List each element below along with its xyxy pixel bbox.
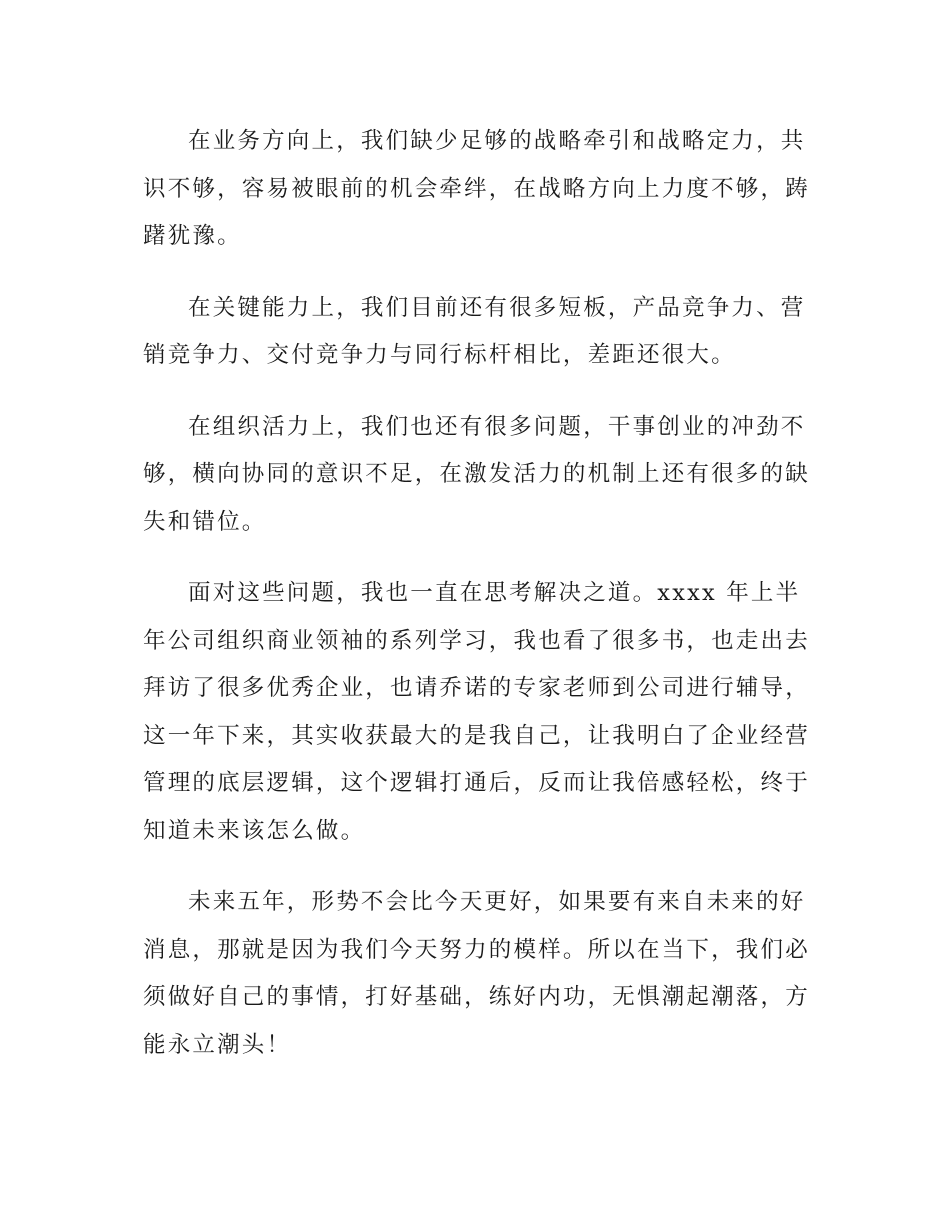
paragraph-line: 销竞争力、交付竞争力与同行标杆相比，差距还很大。 [143, 342, 736, 368]
paragraph-line: 未来五年，形势不会比今天更好，如果要有来自未来的好 [188, 889, 806, 915]
paragraph-line: 在关键能力上，我们目前还有很多短板，产品竞争力、营 [188, 294, 806, 321]
paragraph-organization [143, 404, 823, 547]
paragraph-line: 须做好自己的事情，打好基础，练好内功，无惧潮起潮落，方 [143, 984, 810, 1010]
paragraph-line: 够，横向协同的意识不足，在激发活力的机制上还有很多的缺 [143, 461, 810, 487]
paragraph-line: 管理的底层逻辑，这个逻辑打通后，反而让我倍感轻松，终于 [143, 770, 810, 796]
paragraph-line: 拜访了很多优秀企业，也请乔诺的专家老师到公司进行辅导， [143, 675, 810, 701]
paragraph-line: 能永立潮头！ [143, 1031, 292, 1058]
paragraph-future [143, 879, 823, 1069]
paragraph-strategy [143, 118, 823, 261]
paragraph-line: 在业务方向上，我们缺少足够的战略牵引和战略定力，共 [188, 128, 806, 154]
paragraph-line: 失和错位。 [143, 508, 267, 535]
paragraph-line: 年公司组织商业领袖的系列学习，我也看了很多书，也走出去 [143, 627, 810, 654]
paragraph-solution [143, 570, 823, 855]
paragraph-line: 躇犹豫。 [143, 223, 242, 249]
paragraph-line: 面对这些问题，我也一直在思考解决之道。xxxx 年上半 [188, 580, 801, 606]
paragraph-line: 知道未来该怎么做。 [143, 817, 366, 844]
paragraph-line: 在组织活力上，我们也还有很多问题，干事创业的冲劲不 [188, 413, 806, 440]
paragraph-line: 这一年下来，其实收获最大的是我自己，让我明白了企业经营 [143, 722, 810, 749]
paragraph-line: 识不够，容易被眼前的机会牵绊，在战略方向上力度不够，踌 [143, 175, 810, 202]
paragraph-capability [143, 285, 823, 380]
document-body [143, 118, 823, 1093]
paragraph-line: 消息，那就是因为我们今天努力的模样。所以在当下，我们必 [143, 936, 810, 963]
